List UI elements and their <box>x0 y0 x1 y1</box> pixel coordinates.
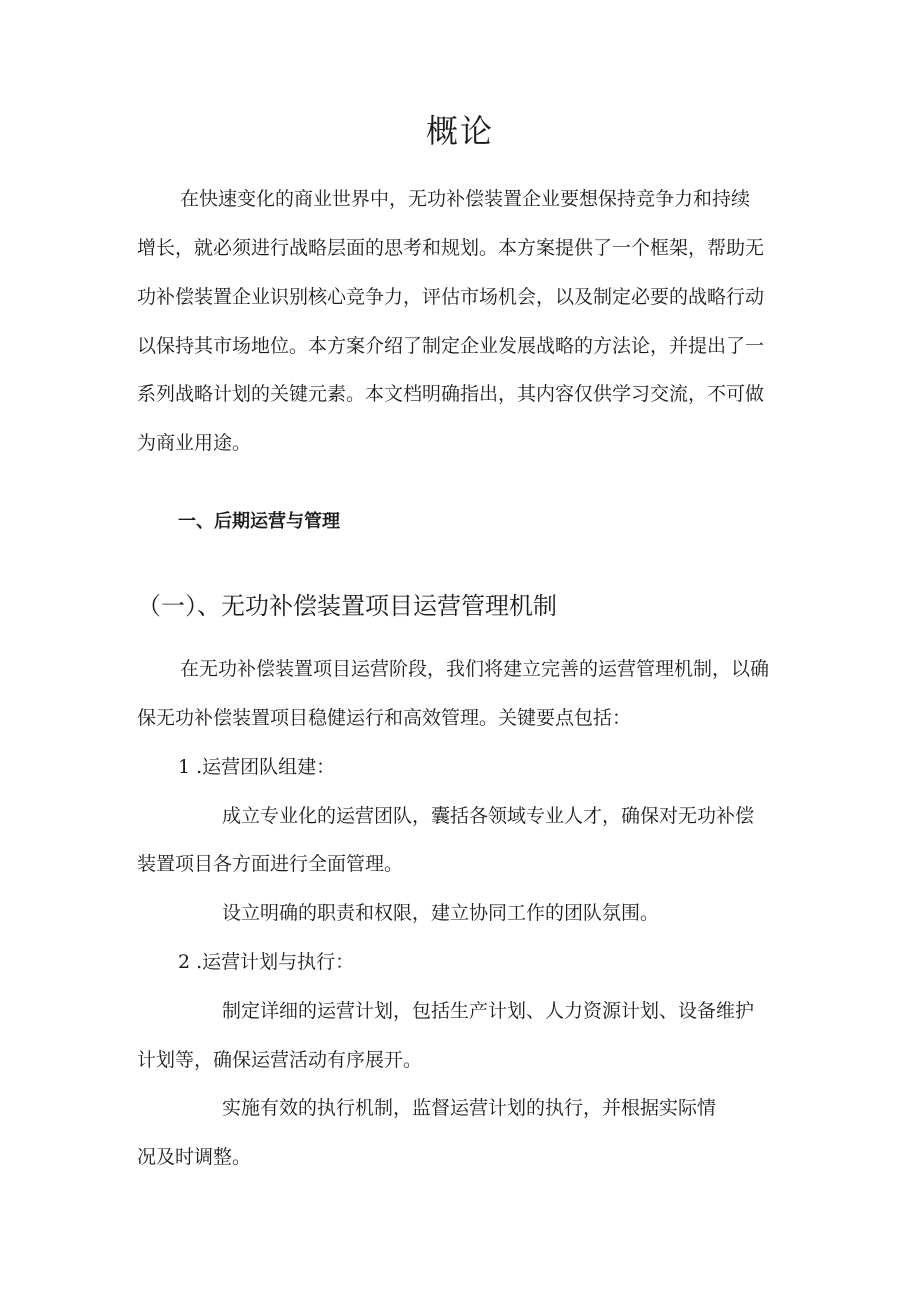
intro-line: 增长，就必须进行战略层面的思考和规划。本方案提供了一个框架，帮助无 <box>137 237 765 259</box>
intro-line: 为商业用途。 <box>137 432 252 454</box>
list-item-label: 2 .运营计划与执行： <box>178 951 355 973</box>
section-heading: 一、后期运营与管理 <box>178 511 340 532</box>
list-item-label: 1 .运营团队组建： <box>178 756 336 778</box>
list-item-text: 实施有效的执行机制，监督运营计划的执行，并根据实际情 <box>222 1097 717 1119</box>
intro-line: 功补偿装置企业识别核心竞争力，评估市场机会，以及制定必要的战略行动 <box>137 286 765 308</box>
subsection-intro-line: 在无功补偿装置项目运营阶段，我们将建立完善的运营管理机制，以确 <box>180 658 770 680</box>
page-title: 概论 <box>425 112 494 150</box>
list-item-text: 计划等，确保运营活动有序展开。 <box>137 1049 423 1071</box>
intro-line: 系列战略计划的关键元素。本文档明确指出，其内容仅供学习交流，不可做 <box>137 383 765 405</box>
list-item-text: 设立明确的职责和权限，建立协同工作的团队氛围。 <box>222 902 660 924</box>
intro-line: 以保持其市场地位。本方案介绍了制定企业发展战略的方法论，并提出了一 <box>137 335 765 357</box>
subsection-intro-line: 保无功补偿装置项目稳健运行和高效管理。关键要点包括： <box>137 707 632 729</box>
list-item-text: 制定详细的运营计划，包括生产计划、人力资源计划、设备维护 <box>222 1000 755 1022</box>
list-item-text: 况及时调整。 <box>137 1146 252 1168</box>
intro-line: 在快速变化的商业世界中，无功补偿装置企业要想保持竞争力和持续 <box>180 188 751 210</box>
subsection-heading: （一）、无功补偿装置项目运营管理机制 <box>137 592 557 620</box>
list-item-text: 成立专业化的运营团队，囊括各领域专业人才，确保对无功补偿 <box>222 805 755 827</box>
list-item-text: 装置项目各方面进行全面管理。 <box>137 853 404 875</box>
